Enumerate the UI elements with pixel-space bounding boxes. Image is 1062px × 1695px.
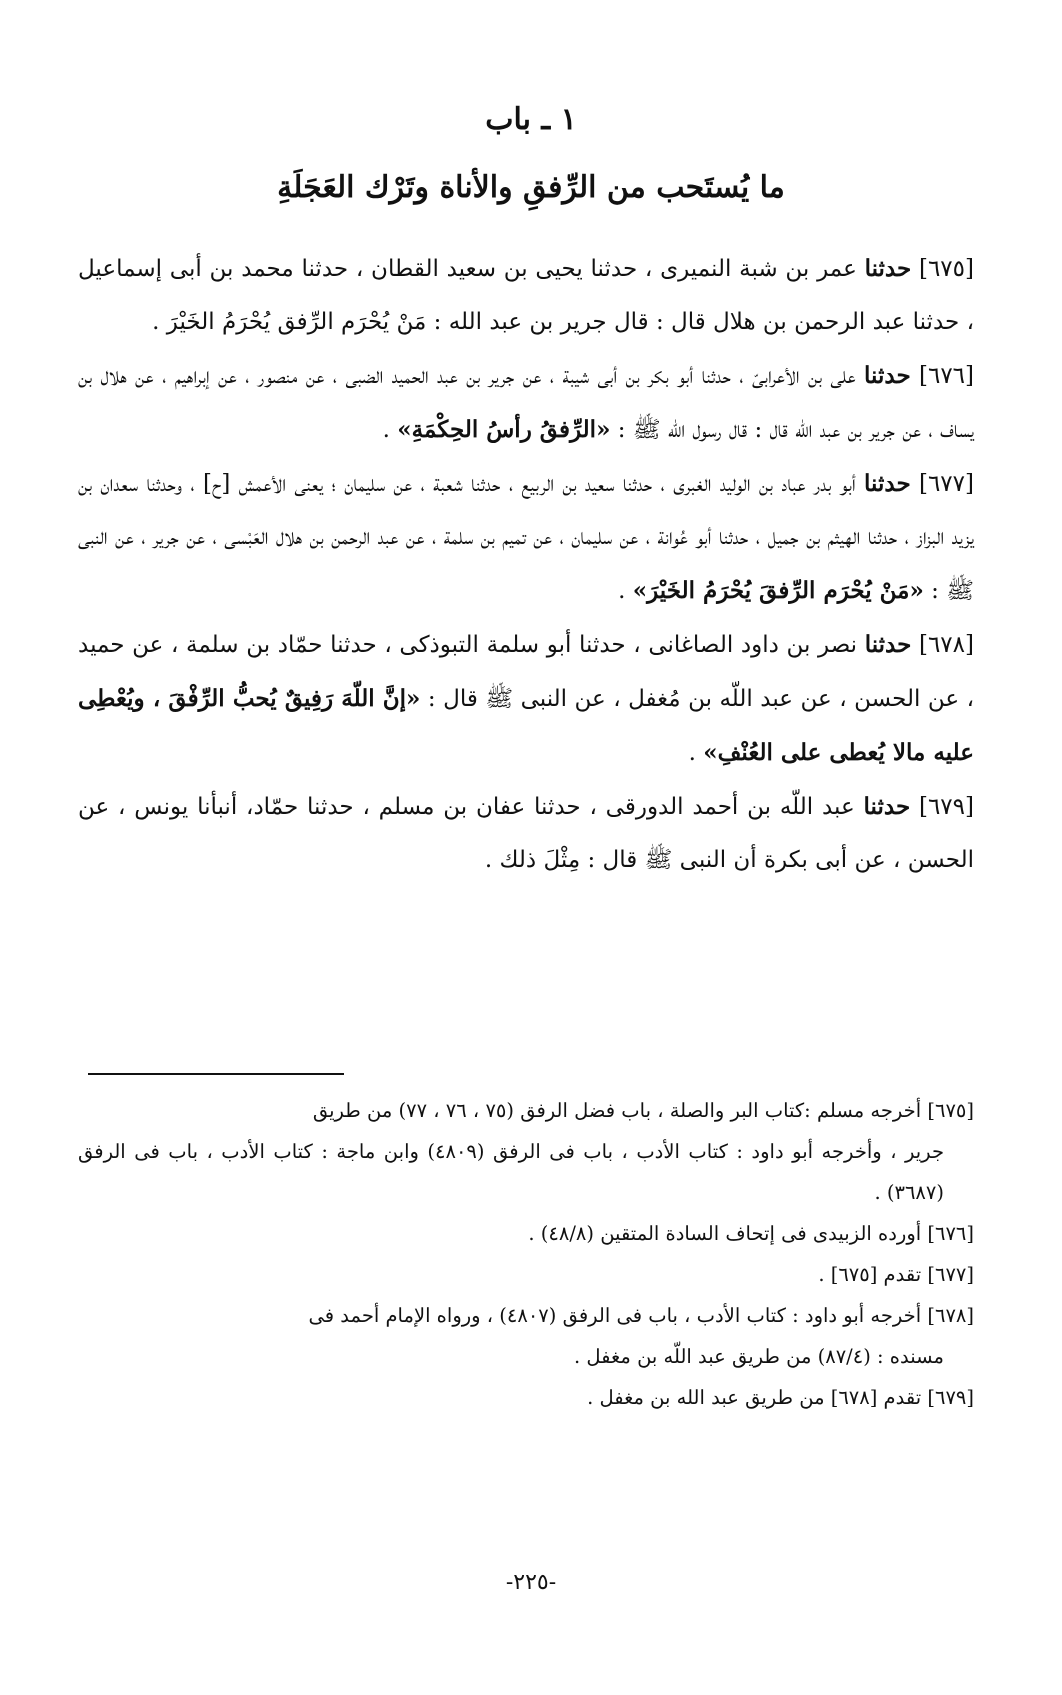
hadith-number: [٦٧٩] [918, 794, 974, 820]
hadith-lead: حدثنا [864, 631, 912, 658]
hadith-number: [٦٧٦] [918, 363, 975, 389]
hadith-text: نصر بن داود الصاغانى ، حدثنا أبو سلمة التبوذكى ، حدثنا حمّاد بن سلمة ، عن حميد ، عن الحسن ، عن عبد اللّه بن مُغفل ، عن النبى ﷺ قال : [78, 632, 974, 712]
hadith-body [78, 242, 974, 887]
footnote-text: أخرجه مسلم :كتاب البر والصلة ، باب فضل الرفق (٧٥ ، ٧٦ ، ٧٧) من طريق [312, 1099, 928, 1122]
hadith-676 [78, 349, 974, 457]
hadith-text: أبو بدر عباد بن الوليد الغبرى ، حدثنا سعيد بن الربيع ، حدثنا شعبة ، عن سليمان ؛ يعنى الأعمش [ح] ، وحدثنا سعدان بن يزيد البزاز ، حدثنا الهيثم بن جميل ، حدثنا أبو عُوانة ، عن سليمان ، عن تميم بن سلمة ، عن عبد الرحمن بن هلال العَبْسى ، عن جرير ، عن النبى ﷺ : [78, 471, 974, 604]
hadith-text: عمر بن شبة النميرى ، حدثنا يحيى بن سعيد القطان ، حدثنا محمد بن أبى إسماعيل ، حدثنا عبد الرحمن بن هلال قال : قال جرير بن عبد الله : مَنْ يُحْرَم الرِّفق يُحْرَمُ الخَيْرَ . [78, 256, 974, 335]
footnote-677 [78, 1254, 974, 1295]
hadith-text: عبد اللّه بن أحمد الدورقى ، حدثنا عفان بن مسلم ، حدثنا حمّاد، أنبأنا يونس ، عن الحسن ، عن أبى بكرة أن النبى ﷺ قال : مِثْلَ ذلك . [78, 794, 974, 873]
footnote-675 [78, 1090, 974, 1213]
hadith-675 [78, 242, 974, 349]
footnote-678 [78, 1295, 974, 1377]
hadith-number: [٦٧٨] [918, 632, 974, 658]
footnote-text: تقدم [٦٧٥] . [818, 1263, 928, 1286]
footnote-number: [٦٧٨] [927, 1304, 974, 1327]
footnote-separator [88, 1073, 344, 1075]
footnote-679 [78, 1377, 974, 1418]
footnote-number: [٦٧٩] [927, 1386, 974, 1409]
page-number: -٢٢٥- [505, 1570, 557, 1595]
hadith-tail: . [688, 740, 704, 766]
hadith-lead: حدثنا [864, 470, 911, 497]
chapter-title: ١ ـ باب [485, 102, 577, 137]
hadith-tail: . [382, 417, 398, 443]
footnote-text: تقدم [٦٧٨] من طريق عبد الله بن مغفل . [587, 1386, 928, 1409]
hadith-lead: حدثنا [863, 793, 911, 820]
footnote-number: [٦٧٦] [927, 1222, 974, 1245]
footnote-number: [٦٧٥] [927, 1099, 974, 1122]
footnote-text: أورده الزبيدى فى إتحاف السادة المتقين (٤٨/٨) . [528, 1222, 928, 1245]
hadith-678 [78, 618, 974, 780]
footnote-continuation: جرير ، وأخرجه أبو داود : كتاب الأدب ، باب فى الرفق (٤٨٠٩) وابن ماجة : كتاب الأدب ، باب فى الرفق (٣٦٨٧) . [78, 1140, 944, 1204]
footnote-continuation: مسنده : (٨٧/٤) من طريق عبد اللّه بن مغفل . [574, 1345, 944, 1368]
hadith-quote: «مَنْ يُحْرَم الرِّفقَ يُحْرَمُ الخَيْرَ» [632, 577, 924, 604]
hadith-quote: «الرِّفقُ رأسُ الحِكْمَةِ» [397, 416, 611, 443]
hadith-number: [٦٧٧] [918, 471, 974, 497]
hadith-text: على بن الأعرابىّ ، حدثنا أبو بكر بن أبى شيبة ، عن جرير بن عبد الحميد الضبى ، عن منصور ، عن إبراهيم ، عن هلال بن يساف ، عن جرير بن عبد الله قال : قال رسول الله ﷺ : [78, 363, 974, 443]
hadith-tail: . [618, 578, 633, 604]
footnote-number: [٦٧٧] [927, 1263, 974, 1286]
hadith-lead: حدثنا [864, 362, 911, 389]
footnote-676 [78, 1213, 974, 1254]
footnote-text: أخرجه أبو داود : كتاب الأدب ، باب فى الرفق (٤٨٠٧) ، ورواه الإمام أحمد فى [308, 1304, 928, 1327]
hadith-677 [78, 457, 974, 618]
hadith-lead: حدثنا [864, 255, 912, 282]
hadith-quote: «إنَّ اللّهَ رَفِيقٌ يُحبُّ الرِّفْقَ ، ويُعْطِى عليه مالا يُعطى على العُنْفِ» [78, 685, 974, 766]
hadith-679 [78, 780, 974, 887]
footnotes [78, 1090, 974, 1418]
chapter-subtitle: ما يُستَحب من الرِّفقِ والأناة وتَرْك العَجَلَةِ [277, 170, 785, 205]
hadith-number: [٦٧٥] [918, 256, 974, 282]
